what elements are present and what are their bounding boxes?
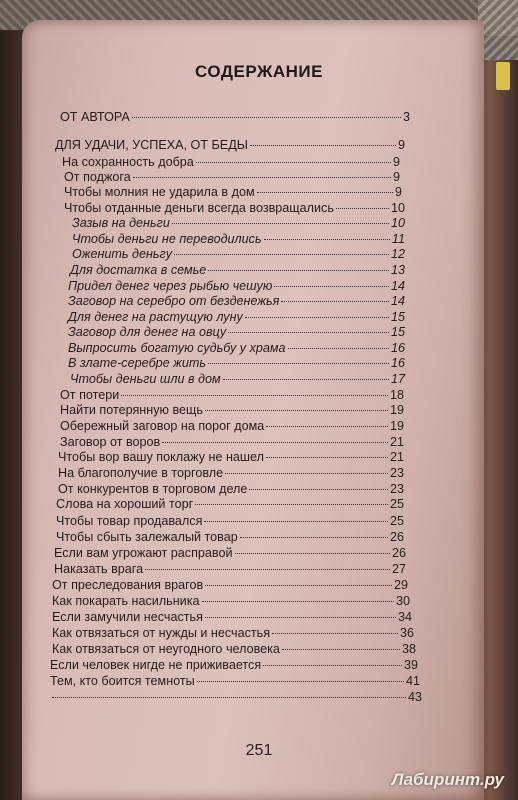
toc-entry-title: Чтобы сбыть залежалый товар	[56, 530, 238, 544]
toc-entry-title: Тем, кто боится темноты	[50, 674, 195, 688]
toc-leader-dots	[197, 681, 404, 682]
toc-leader-dots	[288, 348, 389, 349]
toc-entry-page: 15	[390, 310, 405, 324]
toc-entry-title: ДЛЯ УДАЧИ, УСПЕХА, ОТ БЕДЫ	[55, 138, 248, 152]
toc-entry-title: На благополучие в торговле	[58, 466, 224, 480]
toc-entry-page: 13	[390, 263, 405, 277]
toc-entry-title: Чтобы деньги шли в дом	[70, 372, 221, 386]
toc-entry-page: 34	[397, 610, 412, 624]
toc-entry-page: 29	[393, 578, 408, 592]
toc-entry-page: 19	[389, 403, 404, 417]
toc-entry-page: 26	[389, 530, 404, 544]
toc-entry-title: Для денег на растущую луну	[68, 310, 243, 324]
toc-entry-title: Оженить деньгу	[72, 247, 173, 261]
toc-leader-dots	[263, 665, 402, 666]
toc-entry-page: 23	[389, 466, 404, 480]
toc-leader-dots	[174, 254, 389, 255]
toc-leader-dots	[249, 489, 388, 490]
toc-entry-page: 15	[390, 325, 405, 339]
toc-entry-page: 18	[389, 388, 404, 402]
toc-entry	[50, 658, 418, 674]
toc-entry-title: Как отвязаться от нужды и несчастья	[52, 626, 271, 640]
toc-entry	[68, 325, 405, 341]
toc-leader-dots	[145, 569, 390, 570]
toc-entry-title: Как покарать насильника	[52, 594, 200, 608]
toc-entry	[52, 594, 410, 610]
toc-entry-title: Слова на хороший торг	[56, 497, 194, 511]
toc-entry	[54, 562, 406, 578]
toc-leader-dots	[266, 457, 388, 458]
toc-entry-page: 36	[399, 626, 414, 640]
toc-leader-dots	[196, 162, 391, 163]
toc-leader-dots	[225, 473, 388, 474]
toc-leader-dots	[274, 286, 389, 287]
toc-entry-page: 9	[397, 138, 405, 152]
toc-leader-dots	[266, 426, 388, 427]
toc-entry-page: 21	[389, 450, 404, 464]
toc-entry-page: 10	[390, 201, 405, 215]
toc-leader-dots	[250, 145, 396, 146]
toc-leader-dots	[205, 617, 396, 618]
toc-entry	[68, 279, 405, 295]
toc-entry	[60, 435, 404, 451]
toc-entry-title: От поджога	[64, 170, 131, 184]
watermark-logo: Лабиринт.ру	[391, 770, 504, 789]
toc-entry-title: Заговор на серебро от безденежья	[68, 294, 280, 308]
toc-entry	[68, 294, 405, 310]
toc-entry	[58, 482, 404, 498]
toc-entry-page: 41	[405, 674, 420, 688]
toc-entry-title: Зазыв на деньги	[72, 216, 170, 230]
toc-entry-page: 26	[391, 546, 406, 560]
toc-entry-title: Чтобы молния не ударила в дом	[64, 185, 255, 199]
page-number: 251	[245, 742, 273, 759]
toc-entry	[68, 356, 405, 372]
toc-leader-dots	[281, 301, 389, 302]
toc-leader-dots	[172, 223, 389, 224]
toc-entry-page: 39	[403, 658, 418, 672]
toc-entry-page: 30	[395, 594, 410, 608]
toc-entry	[58, 450, 404, 466]
toc-leader-dots	[208, 270, 389, 271]
toc-entry-page: 21	[389, 435, 404, 449]
toc-entry-title: Придел денег через рыбью чешую	[68, 279, 273, 293]
toc-leader-dots	[282, 649, 400, 650]
toc-entry	[60, 110, 410, 126]
toc-entry	[72, 232, 405, 248]
toc-entry-title: Выпросить богатую судьбу у храма	[68, 341, 286, 355]
toc-entry	[56, 497, 404, 513]
toc-entry-title: От преследования врагов	[52, 578, 204, 592]
toc-leader-dots	[121, 395, 388, 396]
toc-entry-title: Если замучили несчастья	[52, 610, 203, 624]
toc-entry-title: Если вам угрожают расправой	[54, 546, 233, 560]
toc-entry	[56, 514, 404, 530]
toc-leader-dots	[245, 317, 389, 318]
toc-entry-title: От потери	[60, 388, 120, 402]
toc-entry-page: 27	[391, 562, 406, 576]
toc-entry	[58, 466, 404, 482]
toc-entry-title: Чтобы отданные деньги всегда возвращались	[64, 201, 334, 215]
toc-entry-page: 16	[390, 356, 405, 370]
toc-leader-dots	[195, 504, 388, 505]
toc-entry	[68, 310, 405, 326]
toc-entry-page: 10	[390, 216, 405, 230]
toc-entry-page: 9	[392, 170, 400, 184]
toc-entry-title: Найти потерянную вещь	[60, 403, 203, 417]
toc-entry	[64, 170, 400, 186]
toc-leader-dots	[132, 117, 401, 118]
toc-entry	[52, 578, 408, 594]
toc-leader-dots	[162, 442, 388, 443]
toc-entry	[50, 674, 420, 690]
toc-entry-title: В злате-серебре жить	[68, 356, 206, 370]
toc-entry-page: 25	[389, 497, 404, 511]
toc-leader-dots	[205, 410, 388, 411]
toc-leader-dots	[208, 363, 389, 364]
toc-entry	[55, 138, 405, 154]
toc-entry-title: Если человек нигде не приживается	[50, 658, 262, 672]
toc-entry-page: 11	[391, 232, 405, 246]
toc-entry-page: 43	[407, 690, 422, 704]
toc-leader-dots	[257, 192, 393, 193]
toc-entry-page: 19	[389, 419, 404, 433]
toc-entry	[64, 185, 402, 201]
toc-entry	[60, 403, 404, 419]
toc-entry-page: 9	[392, 155, 400, 169]
toc-entry-page: 16	[390, 341, 405, 355]
toc-leader-dots	[272, 633, 398, 634]
toc-entry	[72, 216, 405, 232]
toc-entry	[56, 530, 404, 546]
toc-entry-title: Чтобы деньги не переводились	[72, 232, 262, 246]
toc-leader-dots	[204, 521, 388, 522]
toc-leader-dots	[336, 208, 389, 209]
toc-entry	[60, 419, 404, 435]
toc-entry-page: 25	[389, 514, 404, 528]
toc-entry-title: Как отвязаться от неугодного человека	[52, 642, 280, 656]
toc-leader-dots	[228, 332, 389, 333]
toc-entry-title: Обережный заговор на порог дома	[60, 419, 265, 433]
toc-entry-title: Наказать врага	[54, 562, 144, 576]
toc-entry	[50, 690, 422, 706]
toc-entry	[52, 642, 416, 658]
toc-entry-title: Чтобы товар продавался	[56, 514, 203, 528]
toc-entry-title: Заговор от воров	[60, 435, 161, 449]
toc-entry-title: Для достатка в семье	[70, 263, 207, 277]
toc-leader-dots	[205, 585, 392, 586]
toc-entry	[62, 155, 400, 171]
toc-entry-page: 14	[390, 294, 405, 308]
toc-entry-title: ОТ АВТОРА	[60, 110, 130, 124]
page-title: СОДЕРЖАНИЕ	[195, 62, 323, 81]
toc-entry	[72, 247, 405, 263]
toc-entry	[70, 263, 405, 279]
toc-entry-page: 9	[394, 185, 402, 199]
toc-entry	[52, 610, 412, 626]
toc-entry	[70, 372, 405, 388]
toc-entry-page: 23	[389, 482, 404, 496]
toc-entry	[60, 388, 404, 404]
toc-entry-page: 14	[390, 279, 405, 293]
toc-leader-dots	[202, 601, 394, 602]
toc-leader-dots	[52, 697, 406, 698]
toc-entry-page: 3	[402, 110, 410, 124]
toc-entry-title: На сохранность добра	[62, 155, 194, 169]
toc-entry-title: От конкурентов в торговом деле	[58, 482, 248, 496]
toc-leader-dots	[223, 379, 389, 380]
toc-leader-dots	[264, 239, 390, 240]
toc-entry-page: 38	[401, 642, 416, 656]
toc-entry	[64, 201, 405, 217]
toc-leader-dots	[235, 553, 390, 554]
toc-entry-page: 17	[390, 372, 405, 386]
toc-entry	[52, 626, 414, 642]
toc-entry-page: 12	[390, 247, 405, 261]
toc-entry-title: Чтобы вор вашу поклажу не нашел	[58, 450, 264, 464]
toc-entry	[54, 546, 406, 562]
toc-entry	[68, 341, 405, 357]
toc-entry-title: Заговор для денег на овцу	[68, 325, 227, 339]
toc-leader-dots	[133, 177, 391, 178]
toc-leader-dots	[240, 537, 388, 538]
